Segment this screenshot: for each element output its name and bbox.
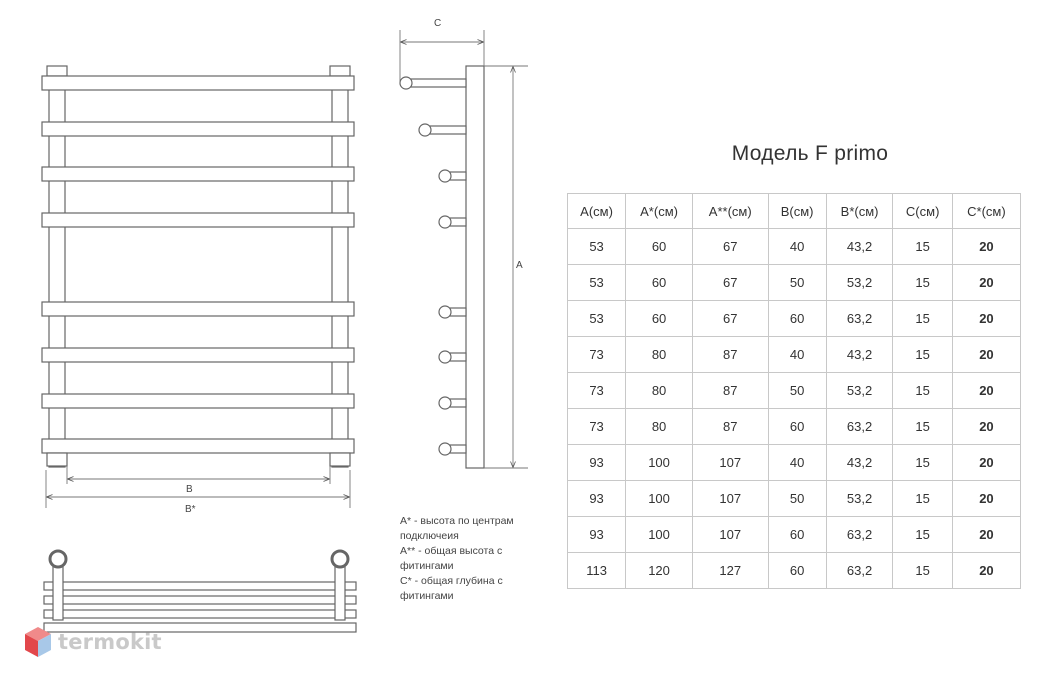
col-header: A**(см) <box>692 194 768 229</box>
cube-logo-icon <box>24 626 52 658</box>
table-cell: 20 <box>952 481 1020 517</box>
table-cell: 53 <box>568 229 626 265</box>
table-cell: 53,2 <box>826 481 893 517</box>
dim-label-c: C <box>434 18 442 29</box>
table-row <box>568 481 1021 517</box>
table-cell: 60 <box>768 301 826 337</box>
table-cell: 20 <box>952 517 1020 553</box>
table-cell: 127 <box>692 553 768 589</box>
table-cell: 60 <box>768 553 826 589</box>
table-cell: 15 <box>893 553 952 589</box>
table-cell: 50 <box>768 481 826 517</box>
table-row <box>568 229 1021 265</box>
table-cell: 50 <box>768 373 826 409</box>
table-cell: 60 <box>626 229 693 265</box>
table-cell: 15 <box>893 481 952 517</box>
col-header: A(см) <box>568 194 626 229</box>
table-cell: 63,2 <box>826 301 893 337</box>
table-cell: 20 <box>952 553 1020 589</box>
note-line: фитингами <box>400 590 454 602</box>
note-line: C* - общая глубина с <box>400 575 503 587</box>
side-view <box>400 30 528 468</box>
table-cell: 53,2 <box>826 373 893 409</box>
table-cell: 60 <box>768 409 826 445</box>
table-cell: 63,2 <box>826 409 893 445</box>
table-cell: 120 <box>626 553 693 589</box>
col-header: C*(см) <box>952 194 1020 229</box>
table-cell: 60 <box>626 301 693 337</box>
front-view <box>42 66 354 467</box>
table-cell: 73 <box>568 373 626 409</box>
table-cell: 60 <box>626 265 693 301</box>
dim-label-b-star: B* <box>185 504 196 515</box>
table-cell: 15 <box>893 301 952 337</box>
table-cell: 63,2 <box>826 517 893 553</box>
table-cell: 67 <box>692 301 768 337</box>
logo-text: termokit <box>58 630 162 654</box>
table-cell: 53,2 <box>826 265 893 301</box>
table-cell: 20 <box>952 409 1020 445</box>
table-row <box>568 445 1021 481</box>
legend-notes <box>400 514 550 604</box>
table-cell: 43,2 <box>826 445 893 481</box>
table-cell: 67 <box>692 265 768 301</box>
top-view <box>44 551 356 632</box>
table-cell: 15 <box>893 409 952 445</box>
note-line: A** - общая высота с <box>400 545 503 557</box>
table-cell: 87 <box>692 409 768 445</box>
table-cell: 53 <box>568 301 626 337</box>
note-line: подключеия <box>400 530 459 542</box>
table-cell: 63,2 <box>826 553 893 589</box>
table-cell: 20 <box>952 445 1020 481</box>
table-cell: 15 <box>893 265 952 301</box>
termokit-logo <box>24 626 162 658</box>
table-cell: 15 <box>893 229 952 265</box>
table-cell: 20 <box>952 265 1020 301</box>
table-cell: 43,2 <box>826 229 893 265</box>
table-cell: 15 <box>893 445 952 481</box>
table-cell: 40 <box>768 337 826 373</box>
table-cell: 15 <box>893 517 952 553</box>
table-cell: 100 <box>626 481 693 517</box>
model-title: Модель F primo <box>731 142 889 165</box>
table-cell: 43,2 <box>826 337 893 373</box>
table-cell: 20 <box>952 229 1020 265</box>
table-cell: 40 <box>768 445 826 481</box>
table-cell: 73 <box>568 409 626 445</box>
col-header: C(см) <box>893 194 952 229</box>
table-cell: 93 <box>568 445 626 481</box>
table-cell: 60 <box>768 517 826 553</box>
table-cell: 53 <box>568 265 626 301</box>
table-cell: 107 <box>692 517 768 553</box>
table-row <box>568 553 1021 589</box>
table-cell: 93 <box>568 517 626 553</box>
table-cell: 107 <box>692 445 768 481</box>
table-row <box>568 301 1021 337</box>
table-cell: 67 <box>692 229 768 265</box>
table-cell: 87 <box>692 337 768 373</box>
table-row <box>568 373 1021 409</box>
table-row <box>568 517 1021 553</box>
col-header: B(см) <box>768 194 826 229</box>
table-cell: 15 <box>893 373 952 409</box>
table-cell: 93 <box>568 481 626 517</box>
col-header: A*(см) <box>626 194 693 229</box>
table-cell: 15 <box>893 337 952 373</box>
table-cell: 40 <box>768 229 826 265</box>
table-header-row <box>568 194 1021 229</box>
table-cell: 87 <box>692 373 768 409</box>
dim-label-a: A <box>516 260 523 271</box>
table-cell: 80 <box>626 373 693 409</box>
table-cell: 73 <box>568 337 626 373</box>
table-row <box>568 409 1021 445</box>
note-line: A* - высота по центрам <box>400 515 514 527</box>
dimensions-table <box>567 193 1021 589</box>
table-row <box>568 337 1021 373</box>
table-cell: 107 <box>692 481 768 517</box>
table-cell: 100 <box>626 445 693 481</box>
table-cell: 80 <box>626 337 693 373</box>
table-cell: 100 <box>626 517 693 553</box>
table-cell: 80 <box>626 409 693 445</box>
dim-label-b: B <box>186 484 193 495</box>
col-header: B*(см) <box>826 194 893 229</box>
table-cell: 50 <box>768 265 826 301</box>
table-row <box>568 265 1021 301</box>
table-cell: 20 <box>952 301 1020 337</box>
table-cell: 20 <box>952 373 1020 409</box>
width-dimension-lines <box>46 466 350 508</box>
table-cell: 20 <box>952 337 1020 373</box>
table-cell: 113 <box>568 553 626 589</box>
note-line: фитингами <box>400 560 454 572</box>
